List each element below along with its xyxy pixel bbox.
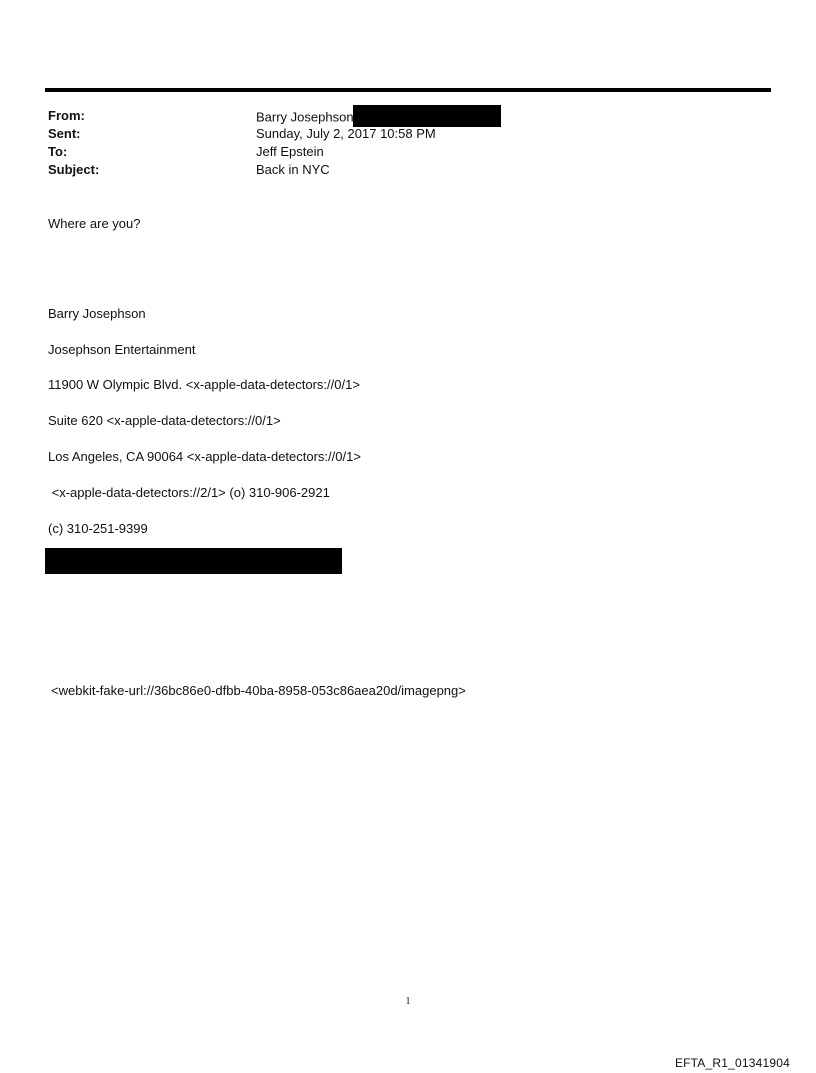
to-label: To: [48, 144, 68, 159]
redacted-email-address [353, 105, 501, 127]
redacted-block [45, 548, 342, 574]
from-name: Barry Josephson [256, 109, 354, 125]
signature-address-line2: Suite 620 <x-apple-data-detectors://0/1> [48, 413, 281, 428]
subject-label: Subject: [48, 162, 100, 177]
page-number: 1 [405, 996, 411, 1007]
header-divider [45, 88, 771, 92]
signature-name: Barry Josephson [48, 306, 146, 321]
signature-cell-phone: (c) 310-251-9399 [48, 521, 148, 536]
from-label: From: [48, 108, 85, 123]
sent-label: Sent: [48, 126, 81, 141]
to-value: Jeff Epstein [256, 144, 324, 159]
signature-address-line1: 11900 W Olympic Blvd. <x-apple-data-detectors://0/1> [48, 377, 360, 392]
message-text: Where are you? [48, 216, 141, 231]
sent-value: Sunday, July 2, 2017 10:58 PM [256, 126, 436, 141]
signature-office-phone: <x-apple-data-detectors://2/1> (o) 310-906-2921 [48, 485, 330, 500]
subject-value: Back in NYC [256, 162, 330, 177]
signature-address-line3: Los Angeles, CA 90064 <x-apple-data-detectors://0/1> [48, 449, 361, 464]
bates-number: EFTA_R1_01341904 [674, 1056, 790, 1070]
image-placeholder-text: <webkit-fake-url://36bc86e0-dfbb-40ba-8958-053c86aea20d/imagepng> [51, 683, 466, 698]
signature-company: Josephson Entertainment [48, 342, 196, 357]
